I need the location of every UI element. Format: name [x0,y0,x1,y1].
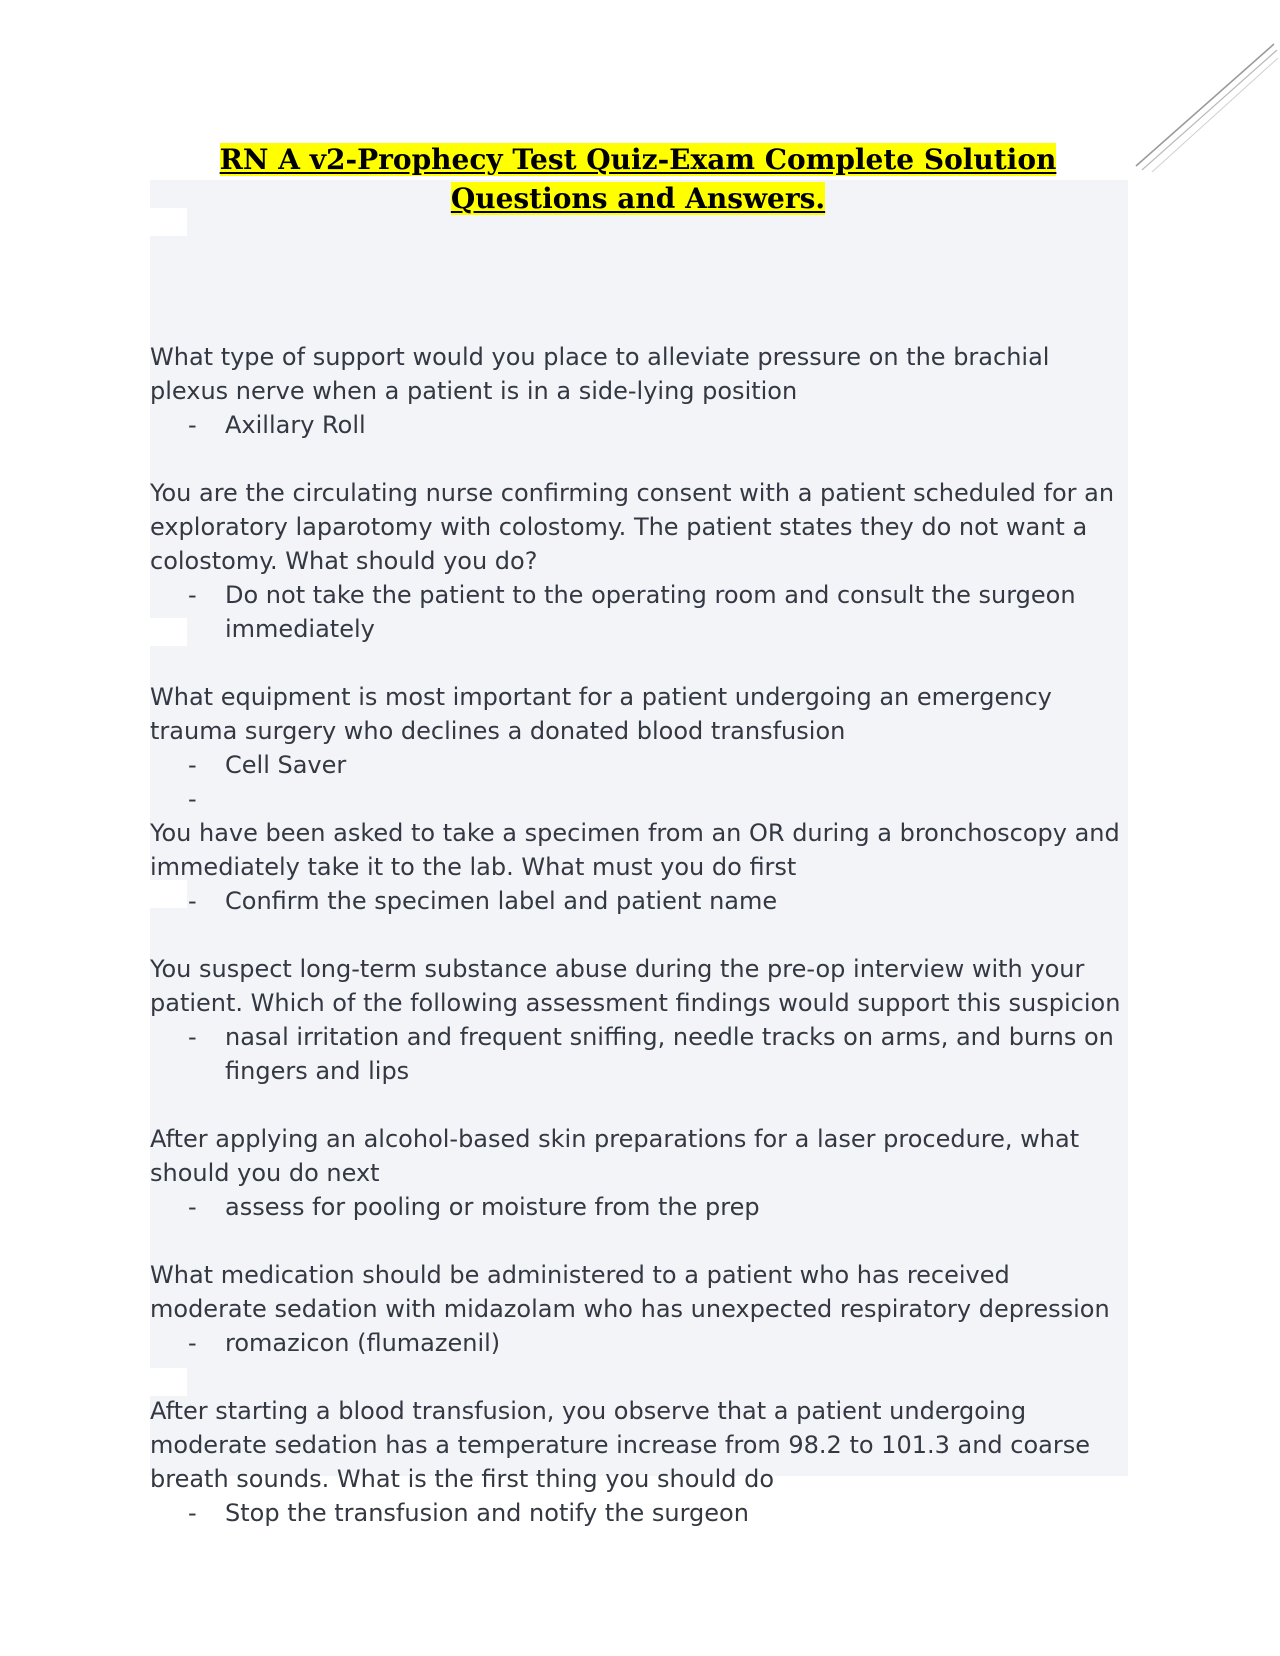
document-title [140,140,1136,218]
answer-bullet: - [188,1193,197,1221]
question-text: After applying an alcohol-based skin preparations for a laser procedure, what should you do next [150,1125,1080,1187]
question-text: You suspect long-term substance abuse during the pre-op interview with your patient. Which of the following assessment findings would support this suspicion [150,955,1121,1017]
answer-item [150,884,1125,918]
question-text: You have been asked to take a specimen from an OR during a bronchoscopy and immediately take it to the lab. What must you do first [150,819,1120,881]
answer-item [150,408,1125,442]
qa-item [150,476,1125,646]
answer-item [150,1326,1125,1360]
answer-bullet: - [188,1023,197,1051]
answer-bullet: - [188,1499,197,1527]
question-text: After starting a blood transfusion, you observe that a patient undergoing moderate sedation has a temperature increase from 98.2 to 101.3 and coarse breath sounds. What is the first thing you should do [150,1397,1091,1493]
qa-item [150,340,1125,442]
answer-bullet: - [188,785,197,813]
answer-bullet: - [188,751,197,779]
answer-item [150,1020,1125,1088]
answer-text: assess for pooling or moisture from the prep [225,1193,760,1221]
answer-text: Axillary Roll [225,411,366,439]
qa-item [150,816,1125,918]
answer-text: Cell Saver [225,751,347,779]
answer-item [150,578,1125,646]
qa-item [150,952,1125,1088]
answer-text: Do not take the patient to the operating room and consult the surgeon immediately [225,581,1076,643]
answer-item [150,1496,1125,1530]
answer-bullet: - [188,887,197,915]
answer-text: nasal irritation and frequent sniffing, needle tracks on arms, and burns on fingers and lips [225,1023,1114,1085]
answer-text: Stop the transfusion and notify the surgeon [225,1499,749,1527]
qa-item [150,1122,1125,1224]
question-text: What type of support would you place to alleviate pressure on the brachial plexus nerve when a patient is in a side-lying position [150,343,1050,405]
document-title-text: RN A v2-Prophecy Test Quiz-Exam Complete Solution Questions and Answers. [219,143,1057,215]
answer-bullet: - [188,581,197,609]
qa-item [150,680,1125,816]
answer-text: romazicon (flumazenil) [225,1329,501,1357]
answer-bullet: - [188,411,197,439]
answer-text: Confirm the specimen label and patient name [225,887,778,915]
answer-bullet: - [188,1329,197,1357]
question-text: What equipment is most important for a patient undergoing an emergency trauma surgery who declines a donated blood transfusion [150,683,1052,745]
question-text: You are the circulating nurse confirming consent with a patient scheduled for an exploratory laparotomy with colostomy. The patient states they do not want a colostomy. What should you do? [150,479,1115,575]
question-text: What medication should be administered to a patient who has received moderate sedation with midazolam who has unexpected respiratory depression [150,1261,1110,1323]
answer-item [150,1190,1125,1224]
empty-answer-item [150,782,1125,816]
answer-item [150,748,1125,782]
qa-list [150,340,1125,1564]
page-corner-decoration [1130,40,1280,180]
qa-item [150,1394,1125,1530]
qa-item [150,1258,1125,1360]
